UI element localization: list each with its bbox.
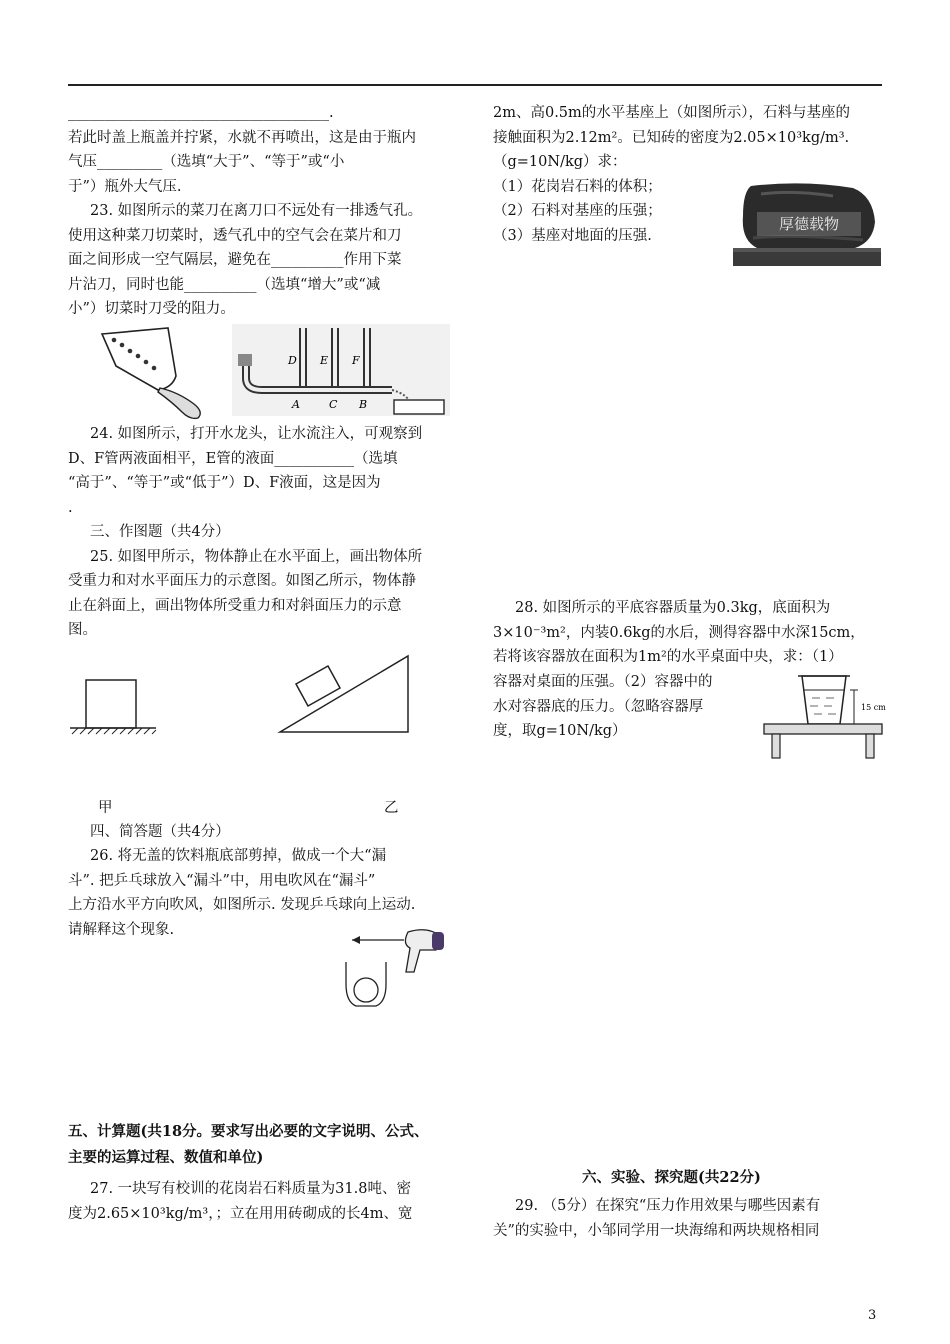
tube-label-a: A — [292, 398, 300, 411]
section-heading: 主要的运算过程、数值和单位) — [68, 1149, 264, 1166]
text-line: 水对容器底的压力。（忽略容器厚 — [493, 699, 704, 715]
question-27: 27. 一块写有校训的花岗岩石料质量为31.8吨、密 — [90, 1181, 411, 1197]
tube-label-f: F — [352, 354, 360, 367]
text-line: 止在斜面上，画出物体所受重力和对斜面压力的示意 — [68, 598, 402, 614]
text-line: 3×10⁻³m²，内装0.6kg的水后，测得容器中水深15cm， — [493, 625, 865, 641]
section-heading: 六、实验、探究题(共22分) — [582, 1169, 761, 1186]
text-line: 若此时盖上瓶盖并拧紧，水就不再喷出，这是由于瓶内 — [68, 130, 416, 146]
question-26: 26. 将无盖的饮料瓶底部剪掉，做成一个大“漏 — [90, 848, 387, 864]
tube-label-c: C — [329, 398, 338, 411]
text-line: 片沾刀，同时也能__________（选填“增大”或“减 — [68, 277, 381, 293]
text-line: 使用这种菜刀切菜时，透气孔中的空气会在菜片和刀 — [68, 228, 402, 244]
stone-inscription: 厚德载物 — [778, 215, 840, 233]
text-line: 小”）切菜时刀受的阻力。 — [68, 301, 235, 317]
text-line: 请解释这个现象. — [68, 922, 175, 938]
text-line: 容器对桌面的压强。（2）容器中的 — [493, 674, 713, 690]
text-line: 关”的实验中，小邹同学用一块海绵和两块规格相同 — [493, 1223, 820, 1239]
tube-label-d: D — [288, 354, 297, 367]
question-24: 24. 如图所示，打开水龙头，让水流注入，可观察到 — [90, 426, 423, 442]
knife-figure — [98, 326, 208, 416]
block-on-ground-figure — [70, 678, 160, 738]
text-line: 气压_________（选填“大于”、“等于”或“小 — [68, 154, 345, 170]
connected-tubes-figure — [232, 324, 450, 416]
section-heading: 五、计算题(共18分。要求写出必要的文字说明、公式、 — [68, 1123, 429, 1140]
text-line: 受重力和对水平面压力的示意图。如图乙所示，物体静 — [68, 573, 416, 589]
text-line: 斗”. 把乒乓球放入“漏斗”中，用电吹风在“漏斗” — [68, 873, 376, 889]
stone-monument-figure — [733, 182, 883, 270]
question-25: 25. 如图甲所示，物体静止在水平面上，画出物体所 — [90, 549, 423, 565]
section-heading: 四、简答题（共4分） — [90, 824, 230, 840]
container-on-table-figure — [762, 672, 886, 760]
text-line: D、F管两液面相平，E管的液面___________（选填 — [68, 451, 398, 467]
question-29: 29. （5分）在探究“压力作用效果与哪些因素有 — [515, 1198, 821, 1214]
question-28: 28. 如图所示的平底容器质量为0.3kg，底面积为 — [515, 600, 831, 616]
text-line: 上方沿水平方向吹风，如图所示. 发现乒乓球向上运动. — [68, 897, 416, 913]
text-line: （3）基座对地面的压强. — [493, 228, 652, 244]
text-line: （1）花岗岩石料的体积； — [493, 179, 662, 195]
text-line: 度，取g=10N/kg） — [493, 723, 627, 739]
text-line: 度为2.65×10³kg/m³，；立在用用砖砌成的长4m、宽 — [68, 1206, 413, 1222]
page-number: 3 — [868, 1308, 877, 1323]
tube-label-b: B — [359, 398, 368, 411]
text-line: “高于”、“等于”或“低于”）D、F液面，这是因为 — [68, 475, 381, 491]
hair-dryer-funnel-figure — [336, 922, 466, 1014]
text-line: . — [68, 500, 73, 516]
section-heading: 三、作图题（共4分） — [90, 524, 230, 540]
text-line: 接触面积为2.12m²。已知砖的密度为2.05×10³kg/m³. — [493, 130, 850, 146]
text-line: 若将该容器放在面积为1m²的水平桌面中央，求：（1） — [493, 649, 843, 665]
text-line: 图。 — [68, 622, 97, 638]
figure-label-jia: 甲 — [98, 800, 113, 816]
figure-label-yi: 乙 — [384, 800, 399, 816]
blank-line: ____________________________________. — [68, 105, 334, 121]
text-line: 于”）瓶外大气压. — [68, 179, 182, 195]
block-on-incline-figure — [278, 654, 410, 734]
header-rule — [68, 84, 882, 86]
depth-label: 15 cm — [861, 703, 886, 712]
tube-label-e: E — [320, 354, 329, 367]
text-line: 面之间形成一空气隔层，避免在__________作用下菜 — [68, 252, 402, 268]
text-line: 2m、高0.5m的水平基座上（如图所示），石料与基座的 — [493, 105, 851, 121]
text-line: （2）石料对基座的压强； — [493, 203, 662, 219]
text-line: （g=10N/kg）求： — [493, 154, 627, 170]
question-23: 23. 如图所示的菜刀在离刀口不远处有一排透气孔。 — [90, 203, 423, 219]
